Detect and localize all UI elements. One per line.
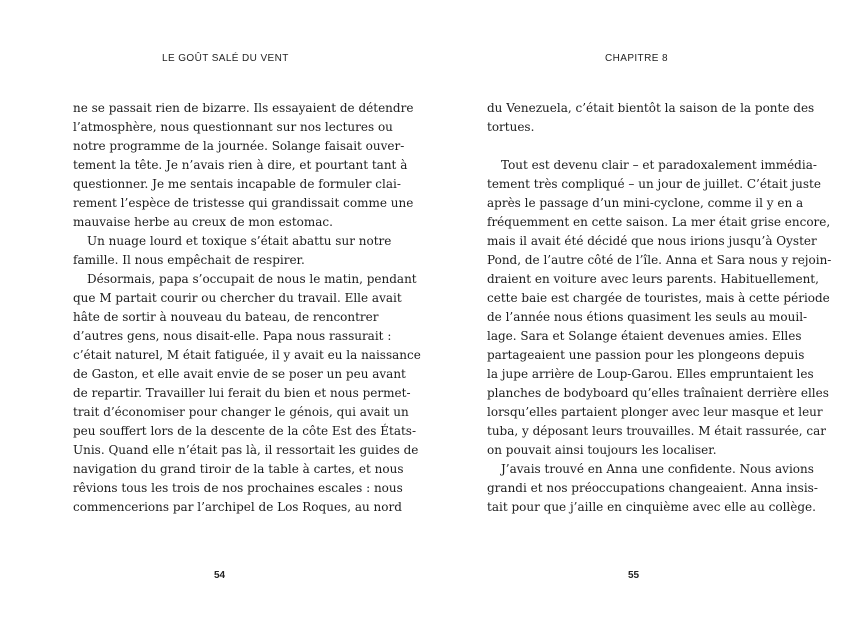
text-line: Tout est devenu clair – et paradoxalement immédia- bbox=[501, 158, 817, 172]
text-line: mauvaise herbe au creux de mon estomac. bbox=[73, 215, 333, 229]
text-line: de Gaston, et elle avait envie de se poser un peu avant bbox=[73, 367, 406, 381]
text-line: partageaient une passion pour les plongeons depuis bbox=[487, 348, 805, 362]
text-line: de l’année nous étions quasiment les seuls au mouil- bbox=[487, 310, 808, 324]
right-page-number: 55 bbox=[628, 570, 640, 581]
text-line: rement l’espèce de tristesse qui grandissait comme une bbox=[73, 196, 414, 210]
text-line: d’autres gens, nous disait-elle. Papa nous rassurait : bbox=[73, 329, 392, 343]
text-line: questionner. Je me sentais incapable de formuler clai- bbox=[73, 177, 401, 191]
text-line: fréquemment en cette saison. La mer était grise encore, bbox=[487, 215, 831, 229]
text-line: que M partait courir ou chercher du travail. Elle avait bbox=[73, 291, 402, 305]
text-line: mais il avait été décidé que nous irions jusqu’à Oyster bbox=[487, 234, 817, 248]
text-line: grandi et nos préoccupations changeaient. Anna insis- bbox=[487, 481, 818, 495]
text-line: J’avais trouvé en Anna une confidente. Nous avions bbox=[501, 462, 814, 476]
text-line: navigation du grand tiroir de la table à cartes, et nous bbox=[73, 462, 404, 476]
text-line: draient en voiture avec leurs parents. Habituellement, bbox=[487, 272, 819, 286]
text-line: du Venezuela, c’était bientôt la saison de la ponte des bbox=[487, 101, 815, 115]
text-line: Pond, de l’autre côté de l’île. Anna et Sara nous y rejoin- bbox=[487, 253, 832, 267]
text-line: cette baie est chargée de touristes, mais à cette période bbox=[487, 291, 830, 305]
text-line: Unis. Quand elle n’était pas là, il ressortait les guides de bbox=[73, 443, 419, 457]
text-line: tement la tête. Je n’avais rien à dire, et pourtant tant à bbox=[73, 158, 408, 172]
text-line: rêvions tous les trois de nos prochaines escales : nous bbox=[73, 481, 403, 495]
text-line: tement très compliqué – un jour de juillet. C’était juste bbox=[487, 177, 821, 191]
right-page bbox=[428, 0, 856, 635]
text-line: hâte de sortir à nouveau du bateau, de rencontrer bbox=[73, 310, 379, 324]
text-line: commencerions par l’archipel de Los Roques, au nord bbox=[73, 500, 402, 514]
text-line: peu souffert lors de la descente de la côte Est des États- bbox=[73, 424, 417, 438]
text-line: tuba, y déposant leurs trouvailles. M était rassurée, car bbox=[487, 424, 826, 438]
text-line: Un nuage lourd et toxique s’était abattu sur notre bbox=[87, 234, 392, 248]
text-line: tortues. bbox=[487, 120, 535, 134]
text-line: après le passage d’un mini-cyclone, comme il y en a bbox=[487, 196, 804, 210]
text-line: tait pour que j’aille en cinquième avec elle au collège. bbox=[487, 500, 816, 514]
text-line: de repartir. Travailler lui ferait du bien et nous permet- bbox=[73, 386, 411, 400]
left-page-number: 54 bbox=[214, 570, 226, 581]
text-line: Désormais, papa s’occupait de nous le matin, pendant bbox=[87, 272, 417, 286]
left-running-head: LE GOÛT SALÉ DU VENT bbox=[162, 53, 289, 64]
text-line: lage. Sara et Solange étaient devenues amies. Elles bbox=[487, 329, 802, 343]
right-body-text bbox=[487, 99, 832, 517]
text-line: famille. Il nous empêchait de respirer. bbox=[73, 253, 305, 267]
left-body-text bbox=[73, 99, 421, 517]
text-line: notre programme de la journée. Solange faisait ouver- bbox=[73, 139, 405, 153]
text-line: c’était naturel, M était fatiguée, il y avait eu la naissance bbox=[73, 348, 421, 362]
text-line: on pouvait ainsi toujours les localiser. bbox=[487, 443, 717, 457]
text-line: l’atmosphère, nous questionnant sur nos lectures ou bbox=[73, 120, 393, 134]
text-line: ne se passait rien de bizarre. Ils essayaient de détendre bbox=[73, 101, 414, 115]
text-line: lorsqu’elles partaient plonger avec leur masque et leur bbox=[487, 405, 823, 419]
text-line: la jupe arrière de Loup-Garou. Elles empruntaient les bbox=[487, 367, 814, 381]
text-line: trait d’économiser pour changer le génois, qui avait un bbox=[73, 405, 409, 419]
paragraph-gap bbox=[487, 137, 783, 156]
text-line: planches de bodyboard qu’elles traînaient derrière elles bbox=[487, 386, 829, 400]
right-running-head: CHAPITRE 8 bbox=[605, 53, 668, 64]
